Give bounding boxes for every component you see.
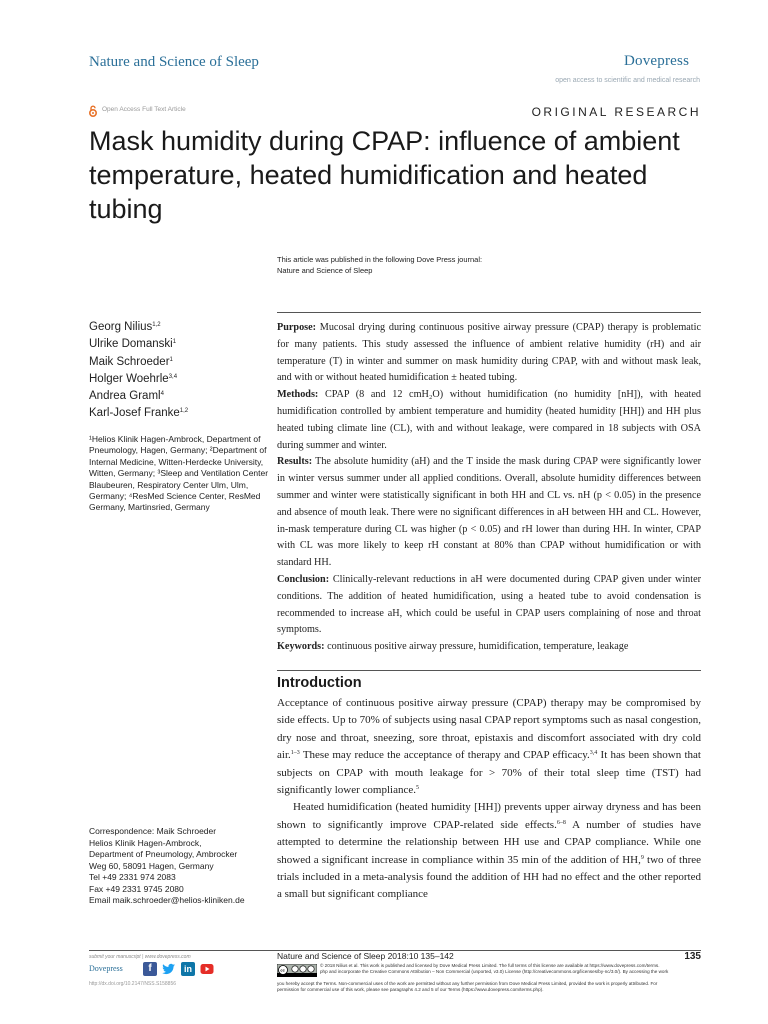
linkedin-icon[interactable]: in xyxy=(181,962,195,976)
footer-dovepress-logo[interactable]: Dovepress xyxy=(89,964,123,973)
article-title: Mask humidity during CPAP: influence of ambient temperature, heated humidification and heated tubing xyxy=(89,126,680,224)
publisher-tagline: open access to scientific and medical research xyxy=(555,77,700,84)
abstract-divider xyxy=(277,312,701,313)
introduction-paragraph: Heated humidification (heated humidity [HH]) prevents upper airway dryness and has been shown to significantly improve CPAP-related side effects.$^{6-8}$ A number of studies have attempted to determine the relationship between HH use and CPAP compliance. While one showed a significant increase in compliance within 35 min of the addition of HH,$^9$ two of three trials included in a meta-analysis found the addition of HH had no effect and the other reported a small but significant compliance xyxy=(277,801,701,901)
license-line: permission for commercial use of this work, please see paragraphs 4.2 and 5 of our Terms (https://www.dovepress.com/terms.php). xyxy=(277,987,544,993)
creative-commons-license-icon[interactable] xyxy=(277,964,317,977)
correspondence-line: Correspondence: Maik Schroeder xyxy=(89,826,217,836)
author: Holger Woehrle$^{3,4}$ xyxy=(89,372,178,385)
correspondence-line: Helios Klinik Hagen-Ambrock, xyxy=(89,837,202,848)
svg-text:cc: cc xyxy=(280,967,285,973)
license-line: © 2018 Nilius et al. This work is published and licensed by Dove Medical Press Limited. The full terms of this license are available at https://www.dovepress.com/terms. xyxy=(320,963,660,968)
section-heading-introduction: Introduction xyxy=(277,675,362,691)
facebook-icon[interactable]: f xyxy=(143,962,157,976)
twitter-bird-icon xyxy=(162,962,176,976)
abstract xyxy=(277,320,701,656)
youtube-play-icon xyxy=(200,962,214,976)
correspondence-line: Weg 60, 58091 Hagen, Germany xyxy=(89,860,214,871)
abstract-keywords: Keywords: continuous positive airway pressure, humidification, temperature, leakage xyxy=(277,641,629,653)
citation-ref[interactable]: 6–8 xyxy=(556,819,566,826)
author: Ulrike Domanski$^1$ xyxy=(89,338,177,351)
article-type: ORIGINAL RESEARCH xyxy=(531,105,701,119)
publication-note-journal-link[interactable]: Nature and Science of Sleep xyxy=(277,266,373,275)
author: Maik Schroeder$^1$ xyxy=(89,355,173,368)
introduction-divider xyxy=(277,670,701,671)
author-list xyxy=(89,319,188,423)
author: Georg Nilius$^{1,2}$ xyxy=(89,321,161,333)
page-number: 135 xyxy=(684,951,701,962)
abstract-conclusion: Conclusion: Clinically-relevant reductions in aH were documented during CPAP given under winter conditions. The addition of heated humidification, using a heated tube to avoid condensation is recommended to increase aH, which could be useful in CPAP users complaining of nose and throat symptoms. xyxy=(277,573,701,636)
license-text xyxy=(320,963,701,975)
dovepress-logo[interactable]: Dovepress xyxy=(624,53,690,69)
author: Andrea Graml$^4$ xyxy=(89,390,164,403)
correspondence-line: Tel +49 2331 974 2083 xyxy=(89,872,176,882)
correspondence xyxy=(89,826,274,907)
doi-link[interactable]: http://dx.doi.org/10.2147/NSS.S158856 xyxy=(89,981,177,987)
twitter-icon[interactable] xyxy=(162,962,176,976)
correspondence-email[interactable]: Email maik.schroeder@helios-kliniken.de xyxy=(89,895,245,905)
abstract-purpose: Purpose: Mucosal drying during continuous positive airway pressure (CPAP) therapy is problematic for many patients. This study assessed the influence of ambient relative humidity (rH) and air temperature (T) in winter and summer on mask humidity during CPAP, with and without mask leak, and with or without heated humidification ± heated tubing. xyxy=(277,322,701,384)
submit-manuscript-link[interactable]: submit your manuscript | www.dovepress.com xyxy=(89,954,191,960)
license-line: you hereby accept the Terms. Non-commercial uses of the work are permitted without any further permission from Dove Medical Press Limited, provided the work is properly attributed. For xyxy=(277,981,658,986)
license-line: php and incorporate the Creative Commons Attribution – Non Commercial (unported, v3.0) License (http://creativecommons.org/licenses/by-nc/3.0/). By accessing the work xyxy=(320,969,669,975)
affiliations: ¹Helios Klinik Hagen-Ambrock, Department of Pneumology, Hagen, Germany; ²Department of Internal Medicine, Witten-Herdecke University, Witten, Germany; ³Sleep and Ventilation Center Blaubeuren, Respiratory Center Ulm, Ulm, Germany; ⁴ResMed Science Center, ResMed Germany, Martinsried, Germany xyxy=(89,434,269,513)
author: Karl-Josef Franke$^{1,2}$ xyxy=(89,407,189,420)
open-access-label: Open Access Full Text Article xyxy=(102,106,186,113)
license-text-continued xyxy=(277,981,701,993)
publication-note-line: This article was published in the following Dove Press journal: xyxy=(277,255,483,264)
citation-ref[interactable]: 9 xyxy=(640,854,644,861)
open-access-lock-icon xyxy=(88,105,98,117)
introduction-body xyxy=(277,695,701,904)
correspondence-line: Department of Pneumology, Ambrocker xyxy=(89,849,238,859)
journal-title[interactable]: Nature and Science of Sleep xyxy=(89,54,259,70)
introduction-paragraph: Acceptance of continuous positive airway pressure (CPAP) therapy may be compromised by side effects. Up to 70% of subjects using nasal CPAP report symptoms such as nasal congestion, dry nose and throat, sneezing, sore throat, epistaxis and discomfort associated with dry cold air.$^{1-3}$ These may reduce the acceptance of therapy and CPAP efficacy.$^{3,4}$ It has been shown that subjects on CPAP with mouth leakage for > 70% of their total sleep time (TST) had significantly lower compliance.$^5$ xyxy=(277,697,701,797)
citation-ref[interactable]: 1–3 xyxy=(290,750,300,757)
abstract-results: Results: The absolute humidity (aH) and the T inside the mask during CPAP were significantly lower in winter versus summer under all applied conditions. Overall, absolute humidity differences between summer and winter were statistically significant in both HH and CL vs. nH (p < 0.05) in the presence and absence of mouth leak. There were no significant differences in aH between HH and CL. However, in-mask temperature during CL was higher (p < 0.05) and rH lower than during HH. In winter, CPAP with CL was more likely to keep rH constant at 80% than CPAP without humidification or with standard HH. xyxy=(277,456,701,569)
correspondence-line: Fax +49 2331 9745 2080 xyxy=(89,883,184,894)
citation-ref[interactable]: 5 xyxy=(415,785,419,792)
publication-note xyxy=(277,254,482,276)
footer-citation: Nature and Science of Sleep 2018:10 135–142 xyxy=(277,951,454,961)
youtube-icon[interactable] xyxy=(200,962,214,976)
citation-ref[interactable]: 3,4 xyxy=(589,750,598,757)
abstract-methods: Methods: CPAP (8 and 12 cmH₂O) without humidification (no humidity [nH]), with heated humidification controlled by ambient temperature and humidity (heated humidity [HH]) and HH plus heated tubing climate line (CL), with and without leakage, were compared in 18 subjects with OSA during summer and winter. xyxy=(277,389,701,451)
